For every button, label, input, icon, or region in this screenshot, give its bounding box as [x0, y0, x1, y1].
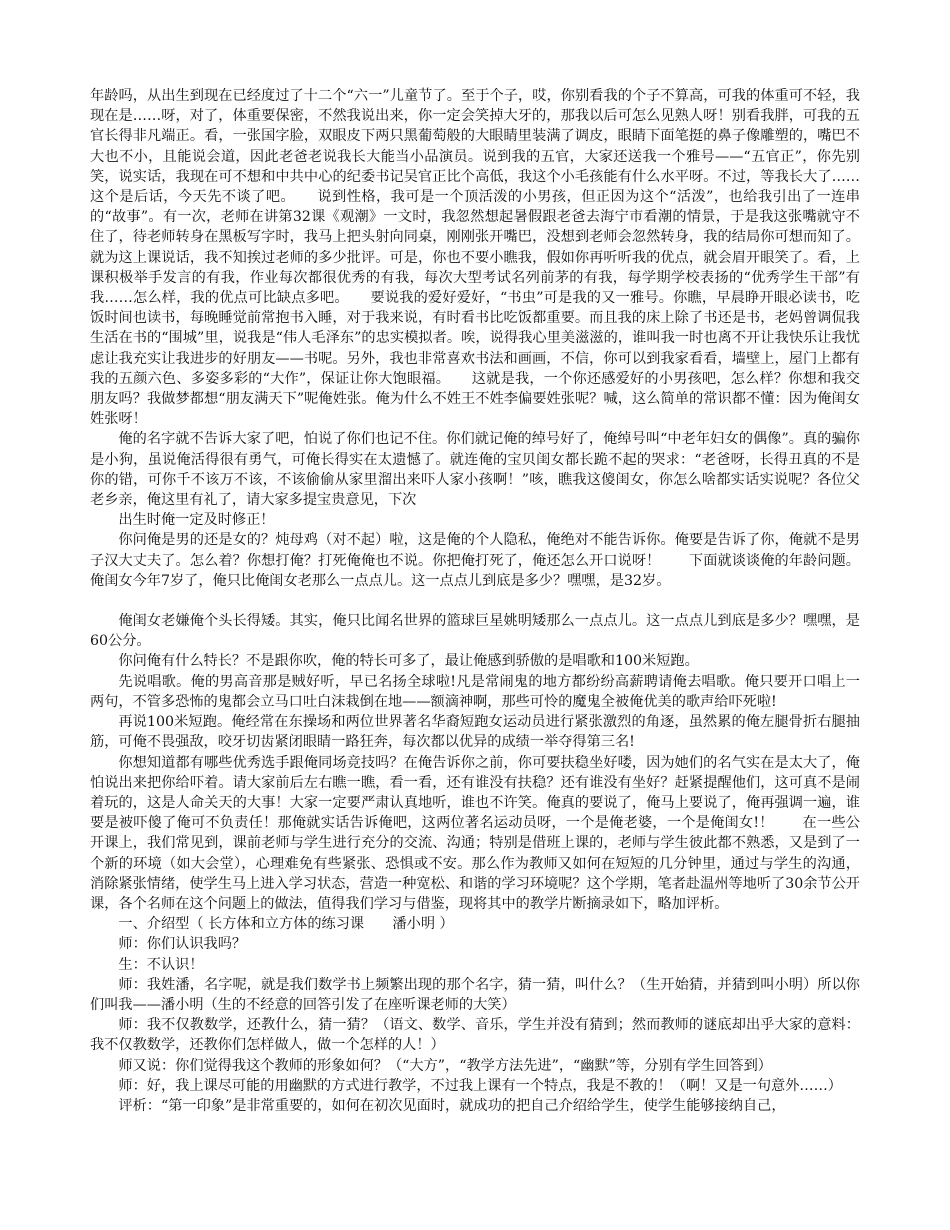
- dialogue-line: 生：不认识！: [118, 956, 204, 973]
- paragraph: 年龄吗，从出生到现在已经度过了十二个“六一”儿童节了。至于个子，哎，你别看我的个子不算高，可我的体重可不轻，我现在是……呀，对了，体重要保密，不然我说出来，你一定会笑掉大牙的，那我以后可怎么见熟人呀！别看我胖，可我的五官长得非凡端正。看，一张国字脸，双眼皮下两只黑葡萄般的大眼睛里装满了调皮，眼睛下面笔挺的鼻子像雕塑的，嘴巴不大也不小，且能说会道，因此老爸老说我长大能当小品演员。说到我的五官，大家还送我一个雅号——“五官正”，你先别笑，说实话，我现在可不想和中共中心的纪委书记吴官正比个高低，我这个小毛孩能有什么水平呀。不过，等我长大了……这个是后话，今天先不谈了吧。 说到性格，我可是一个顶活泼的小男孩，但正因为这个“活泼”，也给我引出了一连串的“故事”。有一次，老师在讲第32课《观潮》一文时，我忽然想起暑假跟老爸去海宁市看潮的情景，于是我这张嘴就守不住了，待老师转身在黑板写字时，我马上把头射向同桌，刚刚张开嘴巴，没想到老师会忽然转身，我的结局你可想而知了。就为这上课说话，我不知挨过老师的多少批评。可是，你也不要小瞧我，假如你再听听我的优点，就会眉开眼笑了。看，上课积极举手发言的有我，作业每次都很优秀的有我，每次大型考试名列前茅的有我，每学期学校表扬的“优秀学生干部”有我……怎么样，我的优点可比缺点多吧。 要说我的爱好爱好，“书虫”可是我的又一雅号。你瞧，早晨睁开眼必读书，吃饭时间也读书，每晚睡觉前常抱书入睡，对于我来说，有时看书比吃饭都重要。而且我的床上除了书还是书，老妈曾调侃我生活在书的“围城”里，说我是“伟人毛泽东”的忠实模拟者。唉，说得我心里美滋滋的，谁叫我一时也离不开让我快乐让我忧虑让我充实让我进步的好朋友——书呢。另外，我也非常喜欢书法和画画，不信，你可以到我家看看，墙壁上，屋门上都有我的五颜六色、多姿多彩的“大作”，保证让你大饱眼福。 这就是我，一个你还感爱好的小男孩吧，怎么样？你想和我交朋友吗？我做梦都想“朋友满天下”呢俺姓张。俺为什么不姓王不姓李偏要姓张呢？喊，这么简单的常识都不懂：因为俺闺女姓张呀！: [90, 88, 860, 428]
- paragraph: 你问俺是男的还是女的？炖母鸡（对不起）啦，这是俺的个人隐私，俺绝对不能告诉你。俺要是告诉了你，俺就不是男子汉大丈夫了。怎么着？你想打俺？打死俺俺也不说。你把俺打死了，俺还怎么开口说呀！ 下面就谈谈俺的年龄问题。俺闺女今年7岁了，俺只比俺闺女老那么一点点儿。这一点点儿到底是多少？嘿嘿，是32岁。: [90, 532, 860, 589]
- dialogue-line: 师：好，我上课尽可能的用幽默的方式进行教学，不过我上课有一个特点，我是不教的！（啊！又是一句意外……）: [118, 1077, 842, 1094]
- commentary: 评析：“第一印象”是非常重要的，如何在初次见面时，就成功的把自己介绍给学生，使学生能够接纳自己，: [118, 1097, 786, 1114]
- paragraph: 俺闺女老嫌俺个头长得矮。其实，俺只比闻名世界的篮球巨星姚明矮那么一点点儿。这一点点儿到底是多少？嘿嘿，是60公分。: [90, 613, 860, 650]
- paragraph: 先说唱歌。俺的男高音那是贼好听，早已名扬全球啦!凡是常闹鬼的地方都纷纷高薪聘请俺去唱歌。俺只要开口唱上一两句，不管多恐怖的鬼都会立马口吐白沫栽倒在地——额滴神啊，那些可怜的魔鬼全被俺优美的歌声给吓死啦!: [90, 673, 860, 710]
- paragraph: 你问俺有什么特长？不是跟你吹，俺的特长可多了，最让俺感到骄傲的是唱歌和100米短跑。: [118, 653, 699, 670]
- paragraph: 俺的名字就不告诉大家了吧，怕说了你们也记不住。你们就记俺的绰号好了，俺绰号叫“中老年妇女的偶像”。真的骗你是小狗，虽说俺活得很有勇气，可俺长得实在太遗憾了。就连俺的宝贝闺女都长跪不起的哭求：“老爸呀，长得丑真的不是你的错，可你千不该万不该，不该偷偷从家里溜出来吓人家小孩啊！”咳，瞧我这傻闺女，你怎么啥都实话实说呢？各位父老乡亲，俺这里有礼了，请大家多提宝贵意见，下次: [90, 431, 860, 509]
- dialogue-line: 师：我姓潘，名字呢，就是我们数学书上频繁出现的那个名字，猜一猜，叫什么？（生开始猜，并猜到叫小明）所以你们叫我——潘小明（生的不经意的回答引发了在座听课老师的大笑）: [90, 976, 860, 1013]
- dialogue-line: 师：我不仅教数学，还教什么，猜一猜？（语文、数学、音乐，学生并没有猜到；然而教师的谜底却出乎大家的意料：我不仅教数学，还教你们怎样做人，做一个怎样的人！）: [90, 1017, 860, 1054]
- paragraph-gap: [90, 591, 860, 611]
- paragraph: 再说100米短跑。俺经常在东操场和两位世界著名华裔短跑女运动员进行紧张激烈的角逐，虽然累的俺左腿骨折右腿抽筋，可俺不畏强敌，咬牙切齿紧闭眼睛一路狂奔，每次都以优异的成绩一举夺得第三名!: [90, 714, 860, 751]
- paragraph: 你想知道都有哪些优秀选手跟俺同场竞技吗？在俺告诉你之前，你可要扶稳坐好喽，因为她们的名气实在是太大了，俺怕说出来把你给吓着。请大家前后左右瞧一瞧，看一看，还有谁没有扶稳？还有谁没有坐好？赶紧提醒他们，这可真不是闹着玩的，这是人命关天的大事！大家一定要严肃认真地听，谁也不许笑。俺真的要说了，俺马上要说了，俺再强调一遍，谁要是被吓傻了俺可不负责任！那俺就实话告诉俺吧，这两位著名运动员呀，一个是俺老婆，一个是俺闺女!！ 在一些公开课上，我们常见到，课前老师与学生进行充分的交流、沟通；特别是借班上课的，老师与学生彼此都不熟悉，又是到了一个新的环境（如大会堂），心理难免有些紧张、恐惧或不安。那么作为教师又如何在短短的几分钟里，通过与学生的沟通，消除紧张情绪，使学生马上进入学习状态，营造一种宽松、和谐的学习环境呢？这个学期，笔者赴温州等地听了30余节公开课，各个名师在这个问题上的做法，值得我们学习与借鉴，现将其中的教学片断摘录如下，略加评析。: [90, 754, 860, 912]
- dialogue-line: 师：你们认识我吗？: [118, 936, 247, 953]
- paragraph: 出生时俺一定及时修正！: [118, 512, 275, 529]
- section-heading: 一、介绍型（ 长方体和立方体的练习课 潘小明 ）: [118, 916, 454, 933]
- dialogue-line: 师又说：你们觉得我这个教师的形象如何？（“大方”，“教学方法先进”，“幽默”等，分别有学生回答到）: [118, 1057, 772, 1074]
